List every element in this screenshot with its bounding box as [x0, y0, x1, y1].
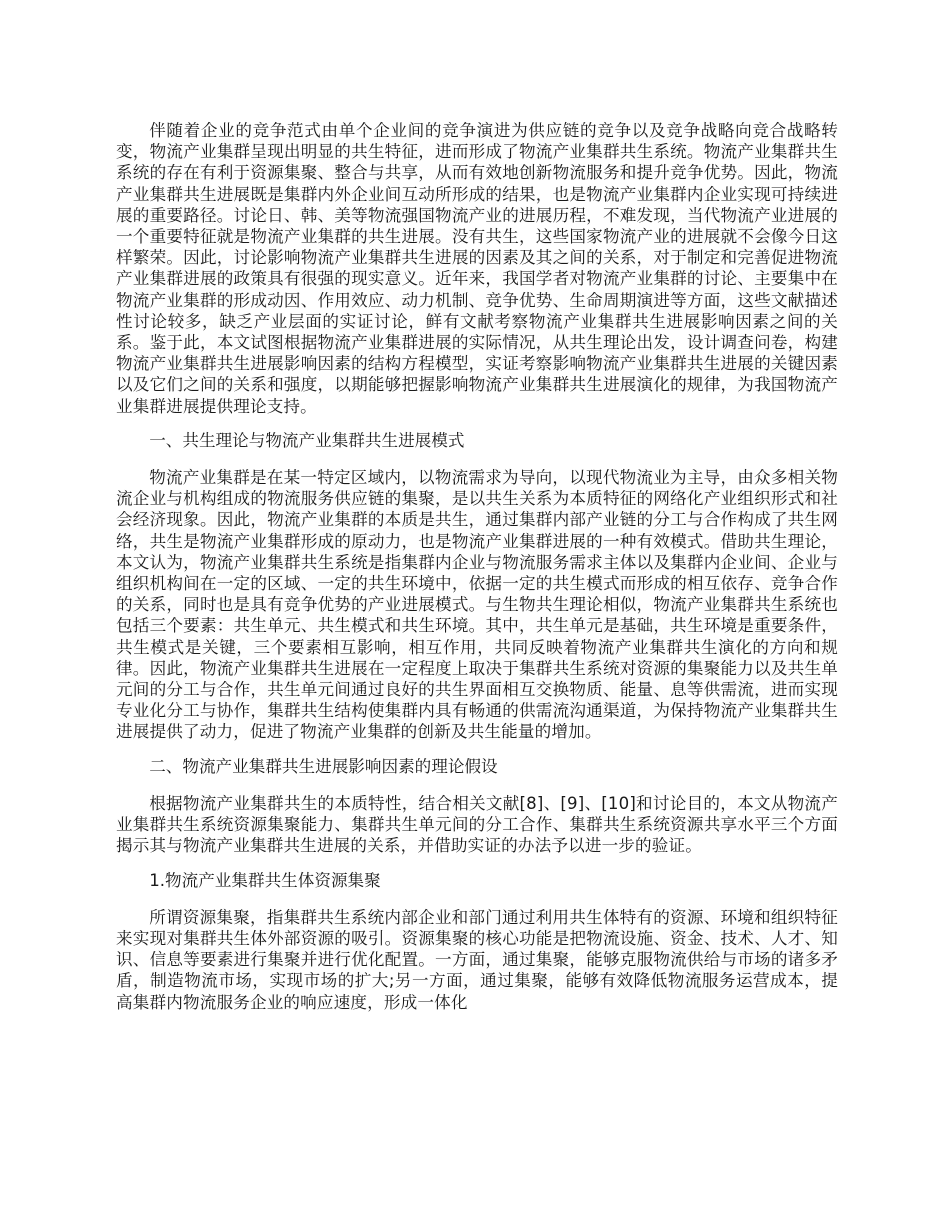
document-page: [116, 120, 838, 1026]
subsection-heading-1: 1.物流产业集群共生体资源集聚: [149, 870, 381, 890]
section-heading-2: 二、物流产业集群共生进展影响因素的理论假设: [149, 756, 498, 776]
section-1-paragraph: 物流产业集群是在某一特定区域内，以物流需求为导向，以现代物流业为主导，由众多相关物流企业与机构组成的物流服务供应链的集聚，是以共生关系为本质特征的网络化产业组织形式和社会经济现象。因此，物流产业集群的本质是共生，通过集群内部产业链的分工与合作构成了共生网络，共生是物流产业集群形成的原动力，也是物流产业集群进展的一种有效模式。借助共生理论，本文认为，物流产业集群共生系统是指集群内企业与物流服务需求主体以及集群内企业间、企业与组织机构间在一定的区域、一定的共生环境中，依据一定的共生模式而形成的相互依存、竞争合作的关系，同时也是具有竞争优势的产业进展模式。与生物共生理论相似，物流产业集群共生系统也包括三个要素：共生单元、共生模式和共生环境。其中，共生单元是基础，共生环境是重要条件，共生模式是关键，三个要素相互影响，相互作用，共同反映着物流产业集群共生演化的方向和规律。因此，物流产业集群共生进展在一定程度上取决于集群共生系统对资源的集聚能力以及共生单元间的分工与合作，共生单元间通过良好的共生界面相互交换物质、能量、息等供需流，进而实现专业化分工与协作，集群共生结构使集群内具有畅通的供需流沟通渠道，为保持物流产业集群共生进展提供了动力，促进了物流产业集群的创新及共生能量的增加。: [116, 468, 838, 742]
intro-paragraph: 伴随着企业的竞争范式由单个企业间的竞争演进为供应链的竞争以及竞争战略向竞合战略转变，物流产业集群呈现出明显的共生特征，进而形成了物流产业集群共生系统。物流产业集群共生系统的存在有利于资源集聚、整合与共享，从而有效地创新物流服务和提升竞争优势。因此，物流产业集群共生进展既是集群内外企业间互动所形成的结果，也是物流产业集群内企业实现可持续进展的重要路径。讨论日、韩、美等物流强国物流产业的进展历程，不难发现，当代物流产业进展的一个重要特征就是物流产业集群的共生进展。没有共生，这些国家物流产业的进展就不会像今日这样繁荣。因此，讨论影响物流产业集群共生进展的因素及其之间的关系，对于制定和完善促进物流产业集群进展的政策具有很强的现实意义。近年来，我国学者对物流产业集群的讨论、主要集中在物流产业集群的形成动因、作用效应、动力机制、竞争优势、生命周期演进等方面，这些文献描述性讨论较多，缺乏产业层面的实证讨论，鲜有文献考察物流产业集群共生进展影响因素之间的关系。鉴于此，本文试图根据物流产业集群进展的实际情况，从共生理论出发，设计调查问卷，构建物流产业集群共生进展影响因素的结构方程模型，实证考察影响物流产业集群共生进展的关键因素以及它们之间的关系和强度，以期能够把握影响物流产业集群共生进展演化的规律，为我国物流产业集群进展提供理论支持。: [116, 121, 838, 416]
subsection-1-paragraph: 所谓资源集聚，指集群共生系统内部企业和部门通过利用共生体特有的资源、环境和组织特征来实现对集群共生体外部资源的吸引。资源集聚的核心功能是把物流设施、资金、技术、人才、知识、信息等要素进行集聚并进行优化配置。一方面，通过集聚，能够克服物流供给与市场的诸多矛盾，制造物流市场，实现市场的扩大;另一方面，通过集聚，能够有效降低物流服务运营成本，提高集群内物流服务企业的响应速度，形成一体化: [116, 907, 838, 1012]
section-2-paragraph: 根据物流产业集群共生的本质特性，结合相关文献[8]、[9]、[10]和讨论目的，本文从物流产业集群共生系统资源集聚能力、集群共生单元间的分工合作、集群共生系统资源共享水平三个方面揭示其与物流产业集群共生进展的关系，并借助实证的办法予以进一步的验证。: [116, 793, 838, 856]
section-heading-1: 一、共生理论与物流产业集群共生进展模式: [149, 430, 465, 450]
